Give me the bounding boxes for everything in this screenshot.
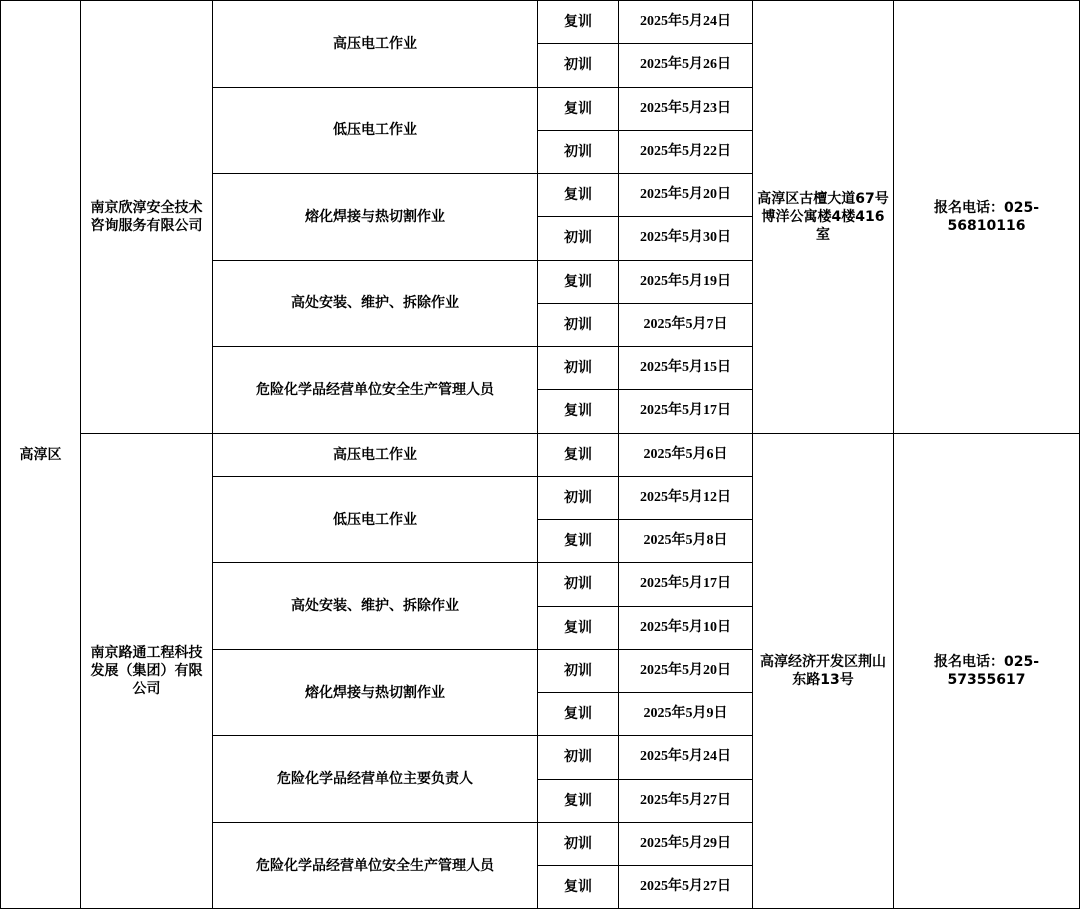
course-name-cell: 危险化学品经营单位主要负责人 <box>213 736 538 823</box>
session-type-cell: 复训 <box>538 260 619 303</box>
session-date-cell: 2025年5月22日 <box>619 130 753 173</box>
session-type-cell: 复训 <box>538 390 619 433</box>
institution-name-cell: 南京路通工程科技发展（集团）有限公司 <box>81 433 213 909</box>
session-date-cell: 2025年5月17日 <box>619 390 753 433</box>
session-date-cell: 2025年5月20日 <box>619 649 753 692</box>
session-type-cell: 初训 <box>538 217 619 260</box>
session-type-cell: 复训 <box>538 1 619 44</box>
session-type-cell: 初训 <box>538 736 619 779</box>
course-name-cell: 危险化学品经营单位安全生产管理人员 <box>213 347 538 434</box>
session-date-cell: 2025年5月26日 <box>619 44 753 87</box>
session-date-cell: 2025年5月24日 <box>619 1 753 44</box>
session-type-cell: 复训 <box>538 866 619 909</box>
session-type-cell: 复训 <box>538 606 619 649</box>
session-type-cell: 复训 <box>538 779 619 822</box>
session-date-cell: 2025年5月9日 <box>619 693 753 736</box>
session-date-cell: 2025年5月7日 <box>619 303 753 346</box>
session-type-cell: 初训 <box>538 303 619 346</box>
session-date-cell: 2025年5月6日 <box>619 433 753 476</box>
session-type-cell: 初训 <box>538 649 619 692</box>
institution-address-cell: 高淳经济开发区荆山东路13号 <box>753 433 894 909</box>
session-type-cell: 初训 <box>538 476 619 519</box>
session-type-cell: 复训 <box>538 693 619 736</box>
table-row <box>1 1 1080 44</box>
institution-address-cell: 高淳区古檀大道67号博洋公寓楼4楼416室 <box>753 1 894 434</box>
session-type-cell: 复训 <box>538 174 619 217</box>
session-type-cell: 初训 <box>538 130 619 173</box>
session-date-cell: 2025年5月30日 <box>619 217 753 260</box>
session-date-cell: 2025年5月24日 <box>619 736 753 779</box>
institution-name-cell: 南京欣淳安全技术咨询服务有限公司 <box>81 1 213 434</box>
session-type-cell: 初训 <box>538 822 619 865</box>
course-name-cell: 低压电工作业 <box>213 476 538 563</box>
session-date-cell: 2025年5月19日 <box>619 260 753 303</box>
course-name-cell: 危险化学品经营单位安全生产管理人员 <box>213 822 538 909</box>
session-date-cell: 2025年5月29日 <box>619 822 753 865</box>
session-date-cell: 2025年5月15日 <box>619 347 753 390</box>
session-type-cell: 初训 <box>538 347 619 390</box>
district-cell: 高淳区 <box>1 1 81 909</box>
session-type-cell: 复训 <box>538 520 619 563</box>
table-row <box>1 433 1080 476</box>
session-date-cell: 2025年5月17日 <box>619 563 753 606</box>
session-type-cell: 初训 <box>538 44 619 87</box>
session-date-cell: 2025年5月10日 <box>619 606 753 649</box>
course-name-cell: 低压电工作业 <box>213 87 538 174</box>
session-date-cell: 2025年5月8日 <box>619 520 753 563</box>
course-name-cell: 高压电工作业 <box>213 1 538 88</box>
session-type-cell: 初训 <box>538 563 619 606</box>
course-name-cell: 高处安装、维护、拆除作业 <box>213 563 538 650</box>
session-date-cell: 2025年5月20日 <box>619 174 753 217</box>
institution-phone-cell: 报名电话：025-56810116 <box>894 1 1080 434</box>
course-name-cell: 高处安装、维护、拆除作业 <box>213 260 538 347</box>
course-name-cell: 熔化焊接与热切割作业 <box>213 649 538 736</box>
course-name-cell: 高压电工作业 <box>213 433 538 476</box>
session-date-cell: 2025年5月12日 <box>619 476 753 519</box>
session-date-cell: 2025年5月27日 <box>619 779 753 822</box>
institution-phone-cell: 报名电话：025-57355617 <box>894 433 1080 909</box>
session-type-cell: 复训 <box>538 433 619 476</box>
session-date-cell: 2025年5月27日 <box>619 866 753 909</box>
session-date-cell: 2025年5月23日 <box>619 87 753 130</box>
course-name-cell: 熔化焊接与热切割作业 <box>213 174 538 261</box>
session-type-cell: 复训 <box>538 87 619 130</box>
schedule-body <box>1 1 1080 909</box>
